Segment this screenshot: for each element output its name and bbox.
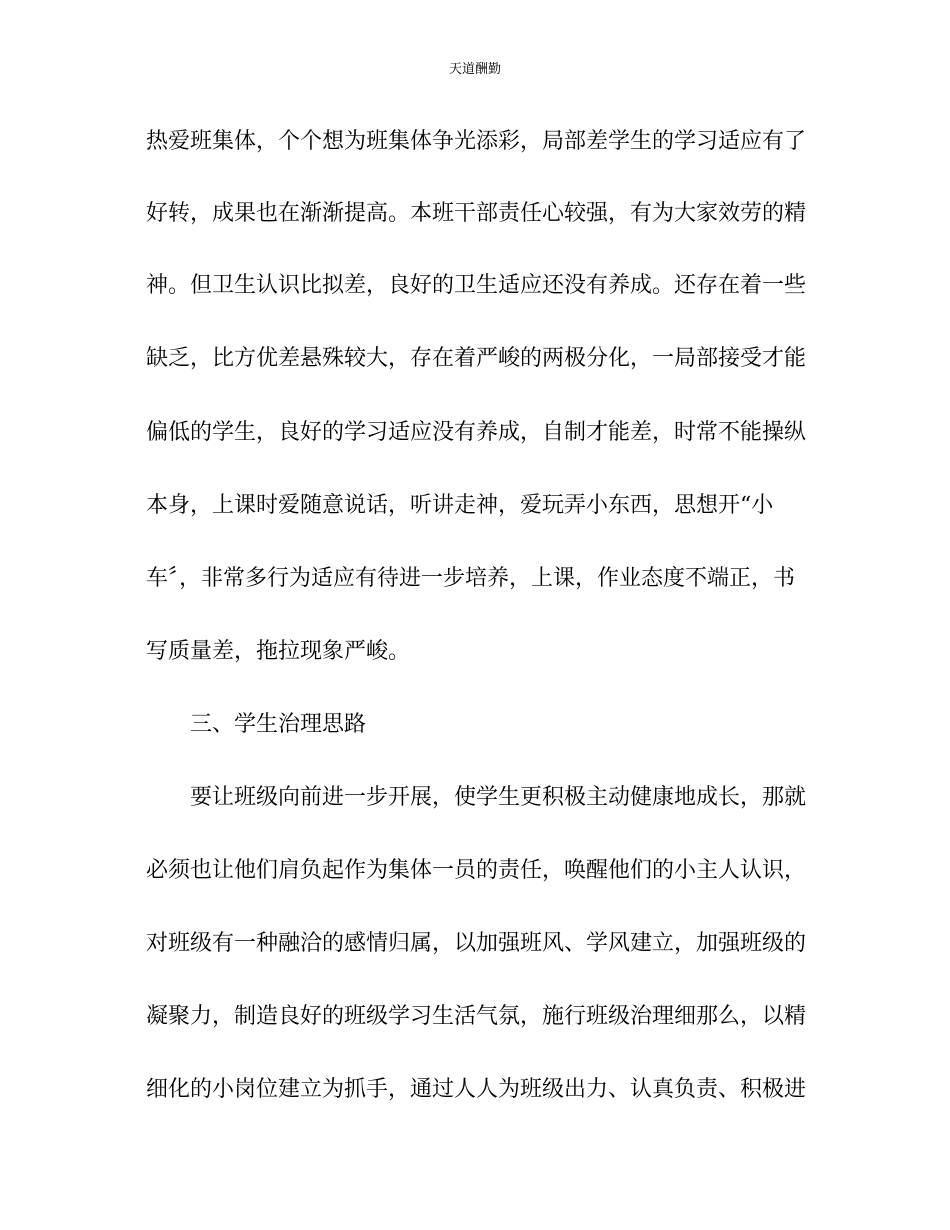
text-line: 细化的小岗位建立为抓手，通过人人为班级出力、认真负责、积极进 bbox=[146, 1077, 807, 1102]
text-line: 要让班级向前进一步开展，使学生更积极主动健康地成长，那就 bbox=[190, 785, 807, 810]
text-line: 偏低的学生，良好的学习适应没有养成，自制才能差，时常不能操纵 bbox=[146, 420, 807, 445]
section-heading: 三、学生治理思路 bbox=[190, 712, 367, 737]
text-line: 对班级有一种融洽的感情归属，以加强班风、学风建立，加强班级的 bbox=[146, 931, 807, 956]
text-line: 热爱班集体，个个想为班集体争光添彩，局部差学生的学习适应有了 bbox=[146, 129, 807, 154]
text-line: 本身，上课时爱随意说话，听讲走神，爱玩弄小东西，思想开“小 bbox=[146, 493, 774, 518]
page-header: 天道酬勤 bbox=[448, 62, 501, 77]
text-line: 必须也让他们肩负起作为集体一员的责任，唤醒他们的小主人认识， bbox=[146, 858, 807, 883]
text-line: 写质量差，拖拉现象严峻。 bbox=[146, 639, 411, 664]
text-line: 凝聚力，制造良好的班级学习生活气氛，施行班级治理细那么，以精 bbox=[146, 1004, 807, 1029]
text-line: 车〞，非常多行为适应有待进一步培养，上课，作业态度不端正，书 bbox=[146, 566, 796, 591]
text-line: 神。但卫生认识比拟差，良好的卫生适应还没有养成。还存在着一些 bbox=[146, 273, 807, 298]
text-line: 好转，成果也在渐渐提高。本班干部责任心较强，有为大家效劳的精 bbox=[146, 201, 807, 226]
text-line: 缺乏，比方优差悬殊较大，存在着严峻的两极分化，一局部接受才能 bbox=[146, 346, 807, 371]
